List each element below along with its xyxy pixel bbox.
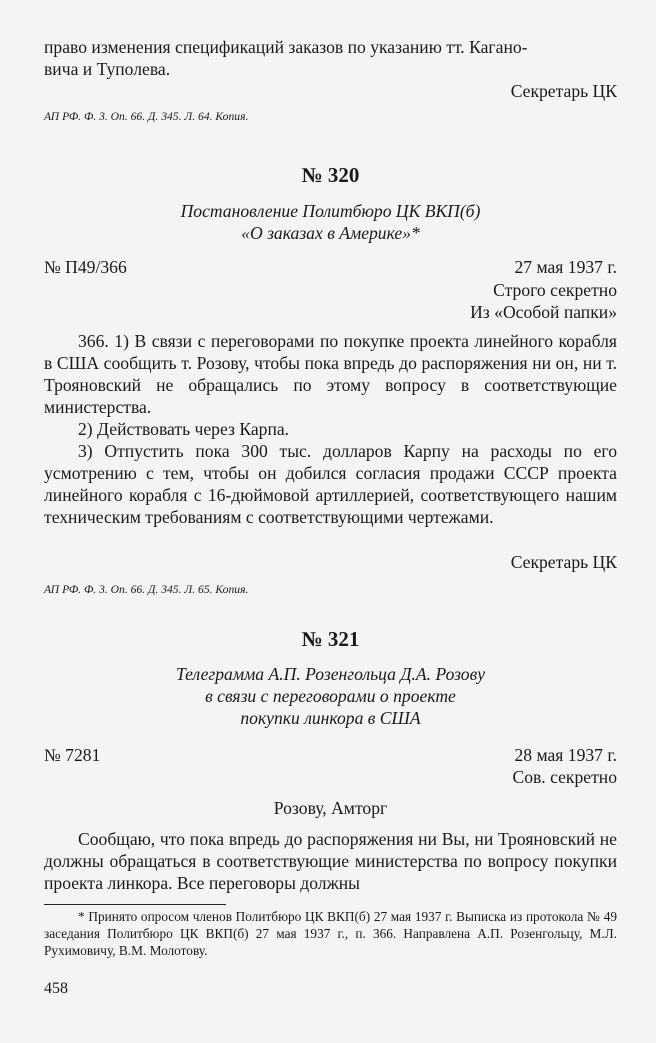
page-number: 458 bbox=[44, 980, 68, 997]
document-title: Телеграмма А.П. Розенгольца Д.А. Розову в связи с переговорами о проекте покупки линкора в США bbox=[175, 664, 486, 728]
classification-label: Сов. секретно bbox=[512, 767, 617, 787]
footnote: * Принято опросом членов Политбюро ЦК ВКП(б) 27 мая 1937 г. Выписка из протокола № 49 заседания Политбюро ЦК ВКП(б) 27 мая 1937 г., п. 366. Направлена А.П. Розенгольцу, М.Л. Рухимовичу, В.М. Молотову. bbox=[44, 909, 617, 958]
telegram-number: № 7281 bbox=[44, 745, 101, 765]
signature-secretary: Секретарь ЦК bbox=[510, 552, 617, 572]
paragraph: Сообщаю, что пока впредь до распоряжения ни Вы, ни Трояновский не должны обращаться в соответствующие министерства по вопросу покупки проекта линкора. Все переговоры должны bbox=[44, 829, 617, 893]
paragraph: 366. 1) В связи с переговорами по покупке проекта линейного корабля в США сообщить т. Розову, чтобы пока впредь до распоряжения ни он, ни т. Трояновский не обращались по этому вопросу в соответствующие министерства. bbox=[44, 331, 617, 417]
signature-secretary: Секретарь ЦК bbox=[510, 81, 617, 101]
document-header-row bbox=[44, 744, 617, 766]
document-date: 27 мая 1937 г. bbox=[514, 257, 617, 277]
addressee: Розову, Амторг bbox=[273, 798, 388, 818]
paragraph: 2) Действовать через Карпа. bbox=[78, 419, 290, 439]
archive-source: АП РФ. Ф. 3. Оп. 66. Д. 345. Л. 64. Копия. bbox=[44, 110, 249, 123]
resolution-body bbox=[44, 330, 617, 528]
document-header-row bbox=[44, 256, 617, 278]
protocol-number: № П49/366 bbox=[44, 257, 127, 277]
document-number: № 320 bbox=[301, 163, 360, 187]
archive-source: АП РФ. Ф. 3. Оп. 66. Д. 345. Л. 65. Копия. bbox=[44, 583, 249, 596]
continuation-paragraph bbox=[44, 36, 617, 80]
continuation-line: право изменения спецификаций заказов по указанию тт. Кагано- bbox=[44, 37, 528, 57]
continuation-line: вича и Туполева. bbox=[44, 59, 171, 79]
document-number: № 321 bbox=[301, 627, 360, 651]
paragraph: 3) Отпустить пока 300 тыс. долларов Карпу на расходы по его усмотрению с тем, чтобы он добился согласия продажи СССР проекта линейного корабля с 16-дюймовой артиллерией, соответствующего нашим техническим требованиям с соответствующими чертежами. bbox=[44, 441, 617, 527]
footnote-divider bbox=[44, 904, 226, 905]
telegram-body bbox=[44, 828, 617, 894]
classification-label: Строго секретно Из «Особой папки» bbox=[470, 280, 617, 322]
document-title: Постановление Политбюро ЦК ВКП(б) «О заказах в Америке»* bbox=[180, 201, 481, 243]
document-date: 28 мая 1937 г. bbox=[514, 745, 617, 765]
